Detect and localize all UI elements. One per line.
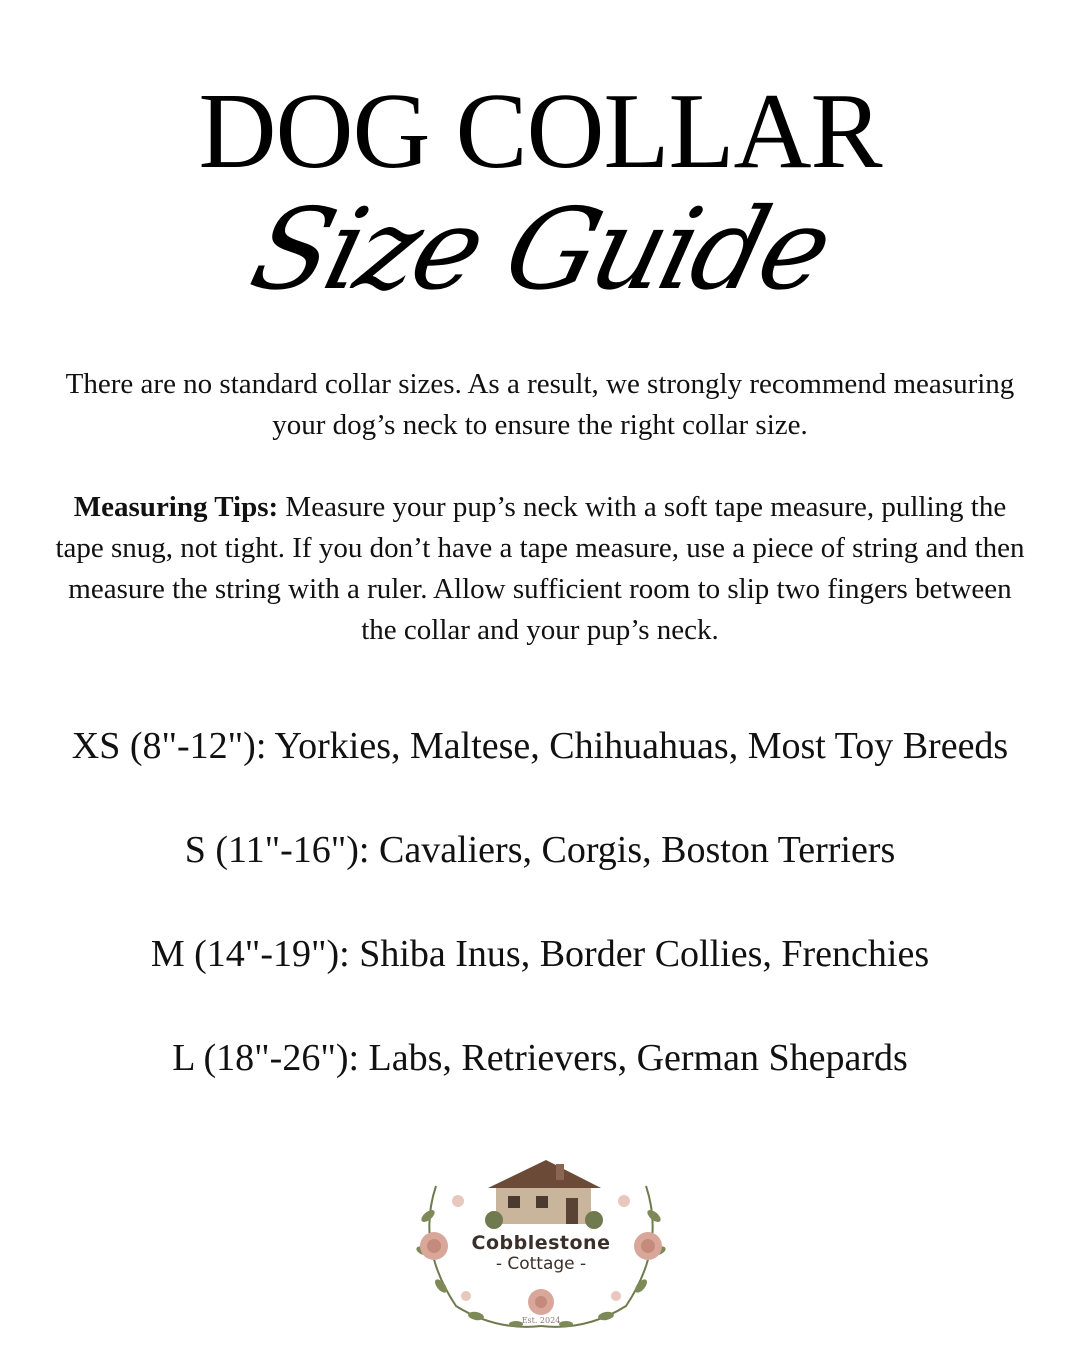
intro-paragraph: There are no standard collar sizes. As a result, we strongly recommend measuring your dog’s neck to ensure the right collar size. [65, 368, 1015, 441]
measuring-tips-text: Measure your pup’s neck with a soft tape measure, pulling the tape snug, not tight. If you don’t have a tape measure, use a piece of string and then measure the string with a ruler. Allow sufficient room to slip two fingers between the collar and your pup’s neck. [55, 491, 1025, 646]
logo-established: Est. 2024 [521, 1316, 561, 1325]
size-item-m: M (14"-19"): Shiba Inus, Border Collies, Frenchies [150, 933, 930, 975]
size-item-s: S (11"-16"): Cavaliers, Corgis, Boston Terriers [184, 829, 896, 871]
logo-subtitle: - Cottage - [495, 1254, 587, 1274]
page-title: DOG COLLAR [198, 72, 882, 191]
page-subtitle-script: Size Guide [239, 185, 841, 315]
measuring-tips-paragraph [50, 487, 1030, 651]
size-list [0, 718, 1080, 1134]
logo-name: Cobblestone [471, 1232, 611, 1254]
size-item-xs: XS (8"-12"): Yorkies, Maltese, Chihuahuas, Most Toy Breeds [71, 725, 1009, 767]
size-item-l: L (18"-26"): Labs, Retrievers, German Shepards [172, 1037, 908, 1079]
brand-logo [396, 1156, 686, 1336]
measuring-tips-label: Measuring Tips: [73, 491, 279, 523]
